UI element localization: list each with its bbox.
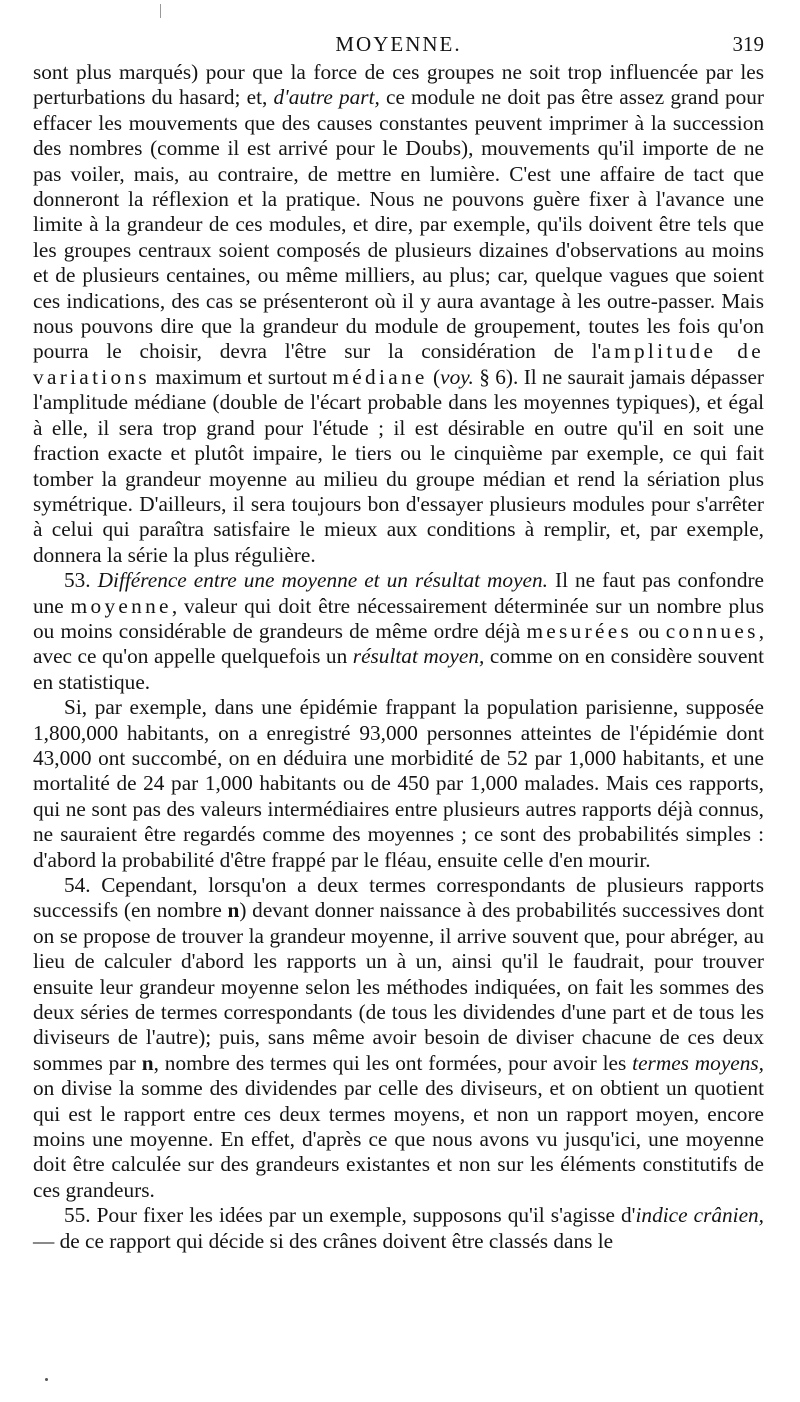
text-span: , nombre des termes qui les ont formées, pour avoir les [153,1050,633,1075]
spaced-term: mesurées [526,618,633,643]
print-mark [160,4,161,18]
page-number: 319 [732,32,764,56]
text-span: on divise la somme des dividendes par celle des diviseurs, et on obtient un quotient qui est le rapport entre ces deux termes moyens, et non un rapport moyen, encore moins une moyenne. En effet, d'après ce que nous avons vu jusqu'ici, une moyenne doit être calculée sur des grandeurs existantes et non sur les éléments constitutifs de ces grandeurs. [33,1076,764,1202]
text-span: ) devant donner naissance à des probabilités successives dont on se propose de trouver la grandeur moyenne, il arrive souvent que, pour abréger, au lieu de calculer d'abord les rapports un à un, ainsi qu'il le faudrait, pour trouver ensuite leur grandeur moyenne selon les méthodes indiquées, on fait les sommes des deux séries de termes correspondants (de tous les dividendes d'une part et de tous les diviseurs de l'autre); puis, sans même avoir besoin de diviser chacune de ces deux sommes par [33,898,764,1075]
text-span: sont plus marqués) pour que la force de ces groupes ne soit trop influencée par les perturbations du hasard; et, [33,60,764,110]
italic-span: indice crânien, [635,1203,764,1228]
text-span: , valeur qui doit être nécessairement déterminée sur un nombre plus ou moins considérable de grandeurs de même ordre déjà [33,593,764,643]
italic-span: résultat moyen, [352,644,485,669]
text-span: — de ce rapport qui décide si des crânes doivent être classés dans le [33,1228,614,1253]
italic-span: voy. [440,364,474,389]
text-span: § 6). Il ne saurait jamais dépasser l'amplitude médiane (double de l'écart probable dans les moyennes typiques), et égal à elle, il sera trop grand pour l'étude ; il est désirable en outre qu'il en soit une fraction exacte et plutôt impaire, le tiers ou le cinquième par exemple, ce qui fait tomber la grandeur moyenne au milieu du groupe médian et rend la sériation plus symétrique. D'ailleurs, il sera toujours bon d'essayer plusieurs modules pour s'arrêter à celui qui paraîtra satisfaire le mieux aux conditions à remplir, et, par exemple, donnera la série la plus régulière. [33,364,765,567]
running-head: MOYENNE. [335,32,462,56]
text-span: , avec ce qu'on appelle quelquefois un [33,618,765,669]
section-number: 53. [64,568,98,593]
bold-symbol: n [141,1050,154,1075]
body-text [33,60,764,1254]
spaced-term: médiane [332,364,428,389]
text-span: Il ne faut pas confondre une [33,568,765,618]
bold-symbol: n [227,898,240,923]
spaced-term: connues [665,618,759,643]
spaced-term: amplitude de variations [33,339,764,389]
text-span: 55. Pour fixer les idées par un exemple, supposons qu'il s'agisse d' [64,1203,636,1228]
text-span: ce module ne doit pas être assez grand pour effacer les mouvements que des causes constantes peuvent imprimer à la succession des nombres (comme il est arrivé pour le Doubs), mouvements qu'il importe de ne pas voiler, mais, au contraire, de mettre en lumière. C'est une affaire de tact que donneront la réflexion et la pratique. Nous ne pouvons guère fixer à l'avance une limite à la grandeur de ces modules, et dire, par exemple, qu'ils doivent être tels que les groupes centraux soient composés de plusieurs dizaines d'observations au moins et de plusieurs centaines, ou même milliers, au plus; car, quelque vagues que soient ces indications, des cas se présenteront où il y aura avantage à les outre-passer. Mais nous pouvons dire que la grandeur du module de groupement, toutes les fois qu'on pourra le choisir, devra l'être sur la considération de l' [33,85,764,364]
italic-span: d'autre part, [273,85,380,110]
page-header [33,26,764,60]
text-span: ou [632,618,666,643]
text-span: maximum et surtout [149,364,333,389]
paragraph-1 [33,60,764,568]
ink-speck [45,1378,48,1381]
paragraph-example [33,695,764,873]
text-span: comme on en considère souvent en statistique. [33,644,764,694]
paragraph-53 [33,568,764,695]
paragraph-54 [33,873,764,1203]
section-title: Différence entre une moyenne et un résultat moyen. [97,568,548,593]
text-span: ( [427,364,441,389]
text-span: 54. Cependant, lorsqu'on a deux termes correspondants de plusieurs rapports successifs (en nombre [33,873,764,923]
italic-span: termes moyens, [632,1050,764,1075]
spaced-term: moyenne [70,593,172,618]
text-span: Si, par exemple, dans une épidémie frappant la population parisienne, supposée 1,800,000 habitants, on a enregistré 93,000 personnes atteintes de l'épidémie dont 43,000 ont succombé, on en déduira une morbidité de 52 par 1,000 habitants, et une mortalité de 24 par 1,000 habitants ou de 450 par 1,000 malades. Mais ces rapports, qui ne sont pas des valeurs intermédiaires entre plusieurs autres rapports déjà connus, ne sauraient être regardés comme des moyennes ; ce sont des probabilités simples : d'abord la probabilité d'être frappé par le fléau, ensuite celle d'en mourir. [33,695,764,872]
paragraph-55 [33,1203,764,1254]
